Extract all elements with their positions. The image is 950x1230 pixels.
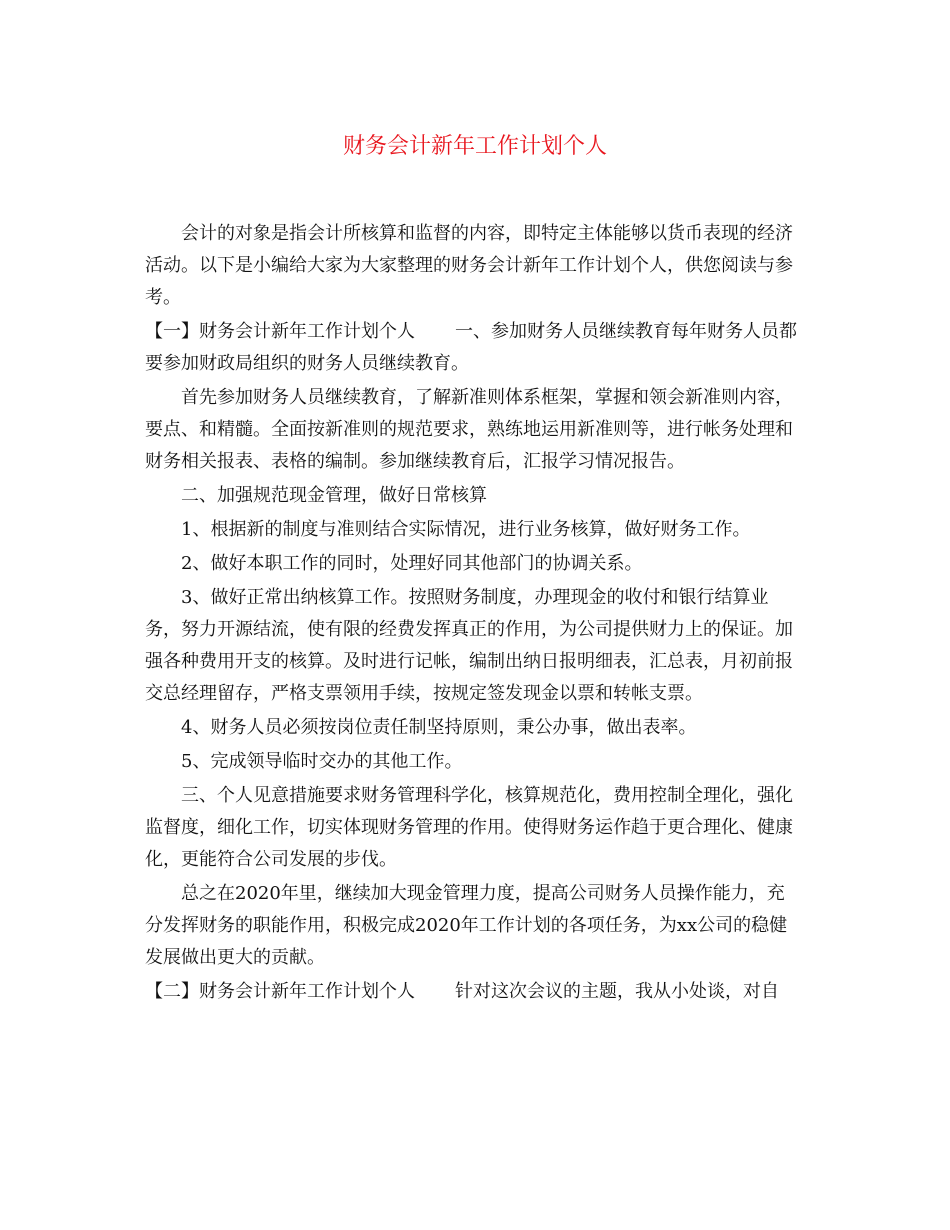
section-2-first-text: 针对这次会议的主题，我从小处谈，对自: [455, 981, 779, 1002]
section-1-line: [145, 316, 800, 380]
paragraph-6: 4、财务人员必须按岗位责任制坚持原则，秉公办事，做出表率。: [181, 717, 697, 738]
paragraph-1: 首先参加财务人员继续教育，了解新准则体系框架，掌握和领会新准则内容，要点、和精髓。全面按新准则的规范要求，熟练地运用新准则等，进行帐务处理和财务相关报表、表格的编制。参加继续教育后，汇报学习情况报告。: [145, 387, 793, 472]
section-2-line: [145, 976, 800, 1008]
paragraph-7: 5、完成领导临时交办的其他工作。: [181, 751, 463, 772]
section-2-label: 【二】财务会计新年工作计划个人: [145, 981, 415, 1002]
document-body: [145, 218, 800, 1010]
paragraph-8: 三、个人见意措施要求财务管理科学化，核算规范化，费用控制全理化，强化监督度，细化工作，切实体现财务管理的作用。使得财务运作趋于更合理化、健康化，更能符合公司发展的步伐。: [145, 785, 793, 870]
paragraph-2: 二、加强规范现金管理，做好日常核算: [181, 485, 487, 506]
paragraph-intro: 会计的对象是指会计所核算和监督的内容，即特定主体能够以货币表现的经济活动。以下是小编给大家为大家整理的财务会计新年工作计划个人，供您阅读与参考。: [145, 223, 793, 308]
paragraph-9: 总之在2020年里，继续加大现金管理力度，提高公司财务人员操作能力，充分发挥财务的职能作用，积极完成2020年工作计划的各项任务，为xx公司的稳健发展做出更大的贡献。: [145, 883, 788, 968]
paragraph-5: 3、做好正常出纳核算工作。按照财务制度，办理现金的收付和银行结算业务，努力开源结流，使有限的经费发挥真正的作用，为公司提供财力上的保证。加强各种费用开支的核算。及时进行记帐，编制出纳日报明细表，汇总表，月初前报交总经理留存，严格支票领用手续，按规定签发现金以票和转帐支票。: [145, 587, 793, 704]
document-title: 财务会计新年工作计划个人: [342, 134, 607, 159]
section-1-first-text: 一、参加财务人员继续教育每年财务人员都要参加财政局组织的财务人员继续教育。: [145, 321, 797, 374]
paragraph-3: 1、根据新的制度与准则结合实际情况，进行业务核算，做好财务工作。: [181, 519, 751, 540]
paragraph-4: 2、做好本职工作的同时，处理好同其他部门的协调关系。: [181, 553, 643, 574]
section-1-label: 【一】财务会计新年工作计划个人: [145, 321, 415, 342]
